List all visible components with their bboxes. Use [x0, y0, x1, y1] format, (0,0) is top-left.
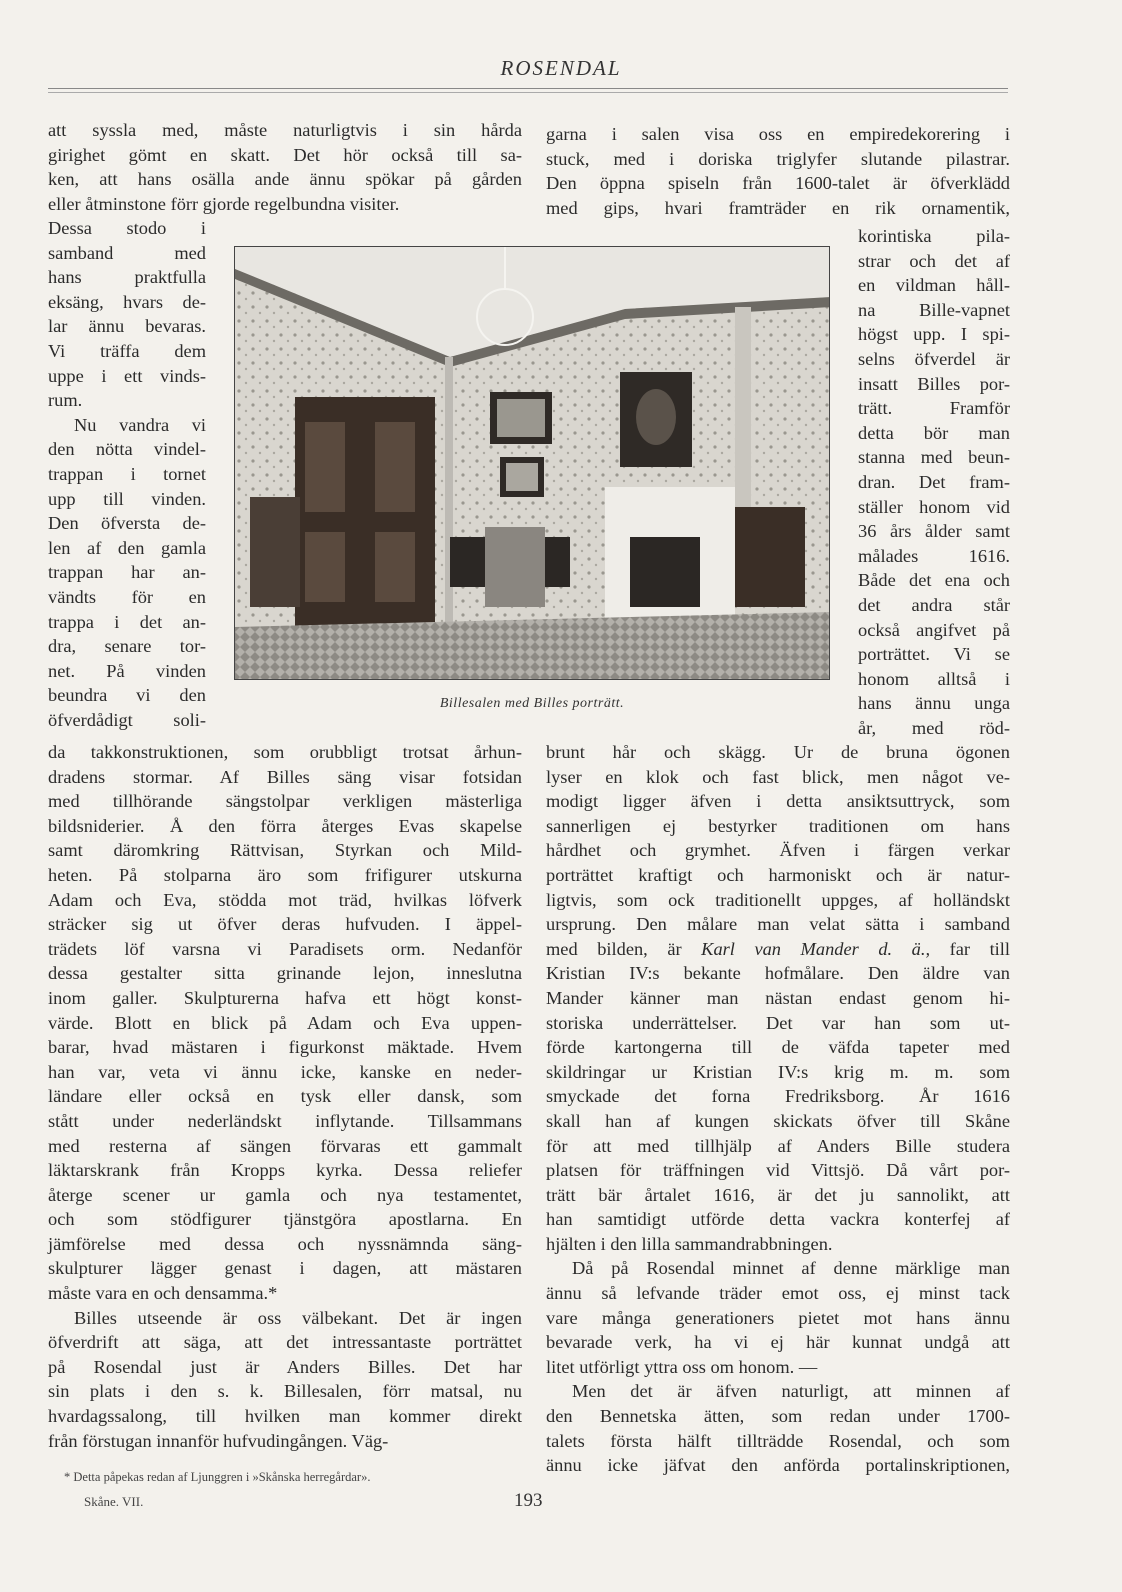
text-line: öfverdådigt soli-: [48, 709, 206, 730]
text-line: honom alltså i: [858, 668, 1010, 689]
text-line: bildsniderier. Å den förra återges Evas skapelse: [48, 815, 522, 836]
text-line: sannerligen ej bestyrker traditionen om hans: [546, 815, 1010, 836]
text-line: korintiska pila-: [858, 226, 1010, 246]
text-line: len af den gamla: [48, 537, 206, 558]
text-line: ländare eller också en tysk eller dansk, som: [48, 1086, 522, 1107]
text-line: en vildman håll-: [858, 275, 1010, 296]
text-line: upp till vinden.: [48, 488, 206, 509]
text-line: Billes utseende är oss välbekant. Det är ingen: [74, 1307, 522, 1328]
text-line: Både det ena och: [858, 570, 1010, 591]
text-line: strar och det af: [858, 250, 1010, 271]
text-line: målades 1616.: [858, 545, 1010, 566]
text-line: insatt Billes por-: [858, 373, 1010, 394]
text-line: trätt. Framför: [858, 398, 1010, 419]
text-line: det andra står: [858, 594, 1010, 615]
right-column-bottom: [546, 740, 1010, 1478]
line-tail: far till: [930, 938, 1011, 959]
text-line: lar ännu bevaras.: [48, 316, 206, 337]
text-line: dra, senare tor-: [48, 636, 206, 657]
text-line: Men det är äfven naturligt, att minnen af: [572, 1381, 1010, 1402]
text-line: storiska underrättelser. Det var han som ut-: [546, 1012, 1010, 1033]
text-line: porträttet kraftigt och harmoniskt och är natur-: [546, 864, 1010, 885]
text-line: skildringar ur Kristian IV:s krig m. m. som: [546, 1061, 1010, 1082]
page-number: 193: [514, 1490, 543, 1511]
text-line: med resterna af sängen förvaras ett gammalt: [48, 1135, 522, 1156]
text-line: heten. På stolparna äro som frifigurer utskurna: [48, 864, 522, 885]
text-line: vare många generationers pietet mot hans ännu: [546, 1307, 1010, 1328]
line-lead: med bilden, är: [546, 938, 702, 959]
text-line: dessa gestalter sitta grinande lejon, inneslutna: [48, 963, 522, 984]
header-rule: [48, 88, 1008, 89]
text-line: beundra vi den: [48, 685, 206, 706]
left-column-bottom: [48, 740, 522, 1453]
text-line: och som stödfigurer tjänstgöra apostlarna. En: [48, 1209, 522, 1230]
text-line: hvardagssalong, till hvilken man kommer direkt: [48, 1406, 522, 1427]
text-line: stanna med beun-: [858, 447, 1010, 468]
text-line: på Rosendal just är Anders Billes. Det har: [48, 1356, 522, 1377]
text-line: litet utförligt yttra oss om honom. —: [546, 1356, 818, 1377]
text-line: samband med: [48, 242, 206, 263]
text-line: den nötta vindel-: [48, 439, 206, 460]
text-line: girighet gömt en skatt. Det hör också till sa-: [48, 144, 522, 165]
text-line: vändts för en: [48, 586, 206, 607]
text-line: måste vara en och densamma.*: [48, 1283, 278, 1304]
text-line: samt däromkring Rättvisan, Styrkan och Mild-: [48, 840, 522, 861]
text-line: att syssla med, måste naturligtvis i sin hårda: [48, 120, 522, 140]
text-line: dradens stormar. Af Billes säng visar fotsidan: [48, 766, 522, 787]
text-line: han samtidigt utförde detta vackra konterfej af: [546, 1209, 1010, 1230]
text-line: ännu så lefvande träder emot oss, ej minst tack: [546, 1283, 1010, 1304]
figure-caption: Billesalen med Billes porträtt.: [439, 696, 625, 711]
text-line: trätt bär årtalet 1616, är det ju sannolikt, att: [546, 1184, 1010, 1205]
text-line: Adam och Eva, stödda mot träd, hvilkas löfverk: [48, 889, 522, 910]
text-line: ursprung. Den målare man velat sätta i samband: [546, 914, 1010, 935]
text-line: eksäng, hvars de-: [48, 291, 206, 312]
text-line: från förstugan innanför hufvudingången. Väg-: [48, 1430, 389, 1451]
text-line: ställer honom vid: [858, 496, 1010, 517]
text-line: dran. Det fram-: [858, 471, 1010, 492]
text-line: uppe i ett vinds-: [48, 365, 206, 386]
text-line: med gips, hvari framträder en rik ornamentik,: [546, 197, 1010, 218]
text-line: ligtvis, som ock traditionellt uppges, af holländskt: [546, 889, 1010, 910]
billesalen-photograph: [234, 246, 830, 680]
text-line: smyckade det forna Fredriksborg. År 1616: [546, 1086, 1010, 1107]
text-line: porträttet. Vi se: [858, 644, 1010, 665]
text-line: 36 års ålder samt: [858, 521, 1010, 542]
left-column-narrow: [48, 216, 206, 732]
text-line: Den öfversta de-: [48, 513, 206, 534]
text-line: sträcker sig ut öfver deras hufvuden. I äppel-: [48, 914, 522, 935]
text-line: selns öfverdel är: [858, 348, 1010, 369]
text-line: förde kartongerna till de väfda tapeter med: [546, 1037, 1010, 1058]
text-line: barar, hvad mästaren i figurkonst mäktade. Hvem: [48, 1037, 522, 1058]
text-line: Då på Rosendal minnet af denne märklige man: [572, 1258, 1010, 1279]
text-line: ännu icke jäfvat den anförda portalinskriptionen,: [546, 1455, 1010, 1476]
text-line: stuck, med i doriska triglyfer slutande pilastrar.: [546, 148, 1010, 169]
text-line: jämförelse med dessa och nyssnämnda säng-: [48, 1233, 522, 1254]
text-line: [546, 937, 1010, 962]
text-line: ken, att hans osälla ande ännu spökar på gården: [48, 169, 522, 190]
footnote: * Detta påpekas redan af Ljunggren i »Skånska herregårdar».: [64, 1470, 371, 1484]
text-line: bevarade verk, ha vi ej här kunnat undgå att: [546, 1332, 1010, 1353]
text-line: brunt hår och skägg. Ur de bruna ögonen: [546, 742, 1010, 762]
text-line: år, med röd-: [858, 717, 1010, 738]
text-line: garna i salen visa oss en empiredekorering i: [546, 124, 1010, 144]
text-line: modigt ligger äfven i detta ansiktsuttryck, som: [546, 791, 1010, 812]
text-line: skulpturer lägger genast i dagen, att mästaren: [48, 1258, 522, 1279]
text-line: detta bör man: [858, 422, 1010, 443]
text-line: också angifvet på: [858, 619, 1010, 640]
right-column-narrow: [858, 224, 1010, 740]
text-line: talets första hälft tillträdde Rosendal, och som: [546, 1430, 1010, 1451]
text-line: lyser en klok och fast blick, men något ve-: [546, 766, 1010, 787]
text-line: sin plats i den s. k. Billesalen, förr matsal, nu: [48, 1381, 522, 1402]
text-line: na Bille-vapnet: [858, 299, 1010, 320]
text-line: trappan har an-: [48, 562, 206, 583]
text-line: da takkonstruktionen, som orubbligt trotsat århun-: [48, 742, 522, 762]
text-line: den Bennetska ätten, som redan under 1700-: [546, 1406, 1010, 1427]
text-line: Den öppna spiseln från 1600-talet är öfverklädd: [546, 173, 1010, 194]
text-line: net. På vinden: [48, 660, 206, 681]
text-line: Nu vandra vi: [74, 414, 206, 435]
text-line: hjälten i den lilla sammandrabbningen.: [546, 1233, 833, 1254]
text-line: Mander känner man nästan endast genom hi-: [546, 987, 1010, 1008]
text-line: högst upp. I spi-: [858, 324, 1010, 345]
text-line: hans praktfulla: [48, 267, 206, 288]
text-line: trädets löf varsna vi Paradisets orm. Nedanför: [48, 938, 522, 959]
text-line: Vi träffa dem: [48, 340, 206, 361]
text-line: återge scener ur gamla och nya testamentet,: [48, 1184, 522, 1205]
text-line: Dessa stodo i: [48, 218, 206, 238]
text-line: skall han af kungen skickats öfver till Skåne: [546, 1110, 1010, 1131]
text-line: läktarskrank från Kropps kyrka. Dessa reliefer: [48, 1160, 522, 1181]
painter-name: Karl van Mander d. ä.,: [701, 938, 931, 959]
right-column-top: [546, 122, 1010, 220]
text-line: för att med tillhjälp af Anders Bille studera: [546, 1135, 1010, 1156]
signature-mark: Skåne. VII.: [84, 1494, 144, 1509]
left-column-top: [48, 118, 522, 216]
text-line: rum.: [48, 390, 83, 411]
room-illustration: [235, 247, 830, 680]
text-line: stått under nederländskt inflytande. Tillsammans: [48, 1110, 522, 1131]
text-line: trappa i det an-: [48, 611, 206, 632]
running-title: ROSENDAL: [500, 56, 622, 80]
text-line: Kristian IV:s bekante hofmålare. Den äldre van: [546, 963, 1010, 984]
text-line: inom galler. Skulpturerna hafva ett högt konst-: [48, 987, 522, 1008]
text-line: värde. Blott en blick på Adam och Eva uppen-: [48, 1012, 522, 1033]
text-line: han var, veta vi ännu icke, kanske en neder-: [48, 1061, 522, 1082]
text-line: platsen för träffningen vid Vittsjö. Då vårt por-: [546, 1160, 1010, 1181]
text-line: öfverdrift att säga, att det intressantaste porträttet: [48, 1332, 522, 1353]
header-rule-thin: [48, 92, 1008, 93]
text-line: hans ännu unga: [858, 693, 1010, 714]
text-line: eller åtminstone förr gjorde regelbundna visiter.: [48, 193, 400, 214]
text-line: trappan i tornet: [48, 463, 206, 484]
text-line: hårdhet och grymhet. Äfven i färgen verkar: [546, 840, 1010, 861]
text-line: med tillhörande sängstolpar verkligen mästerliga: [48, 791, 522, 812]
